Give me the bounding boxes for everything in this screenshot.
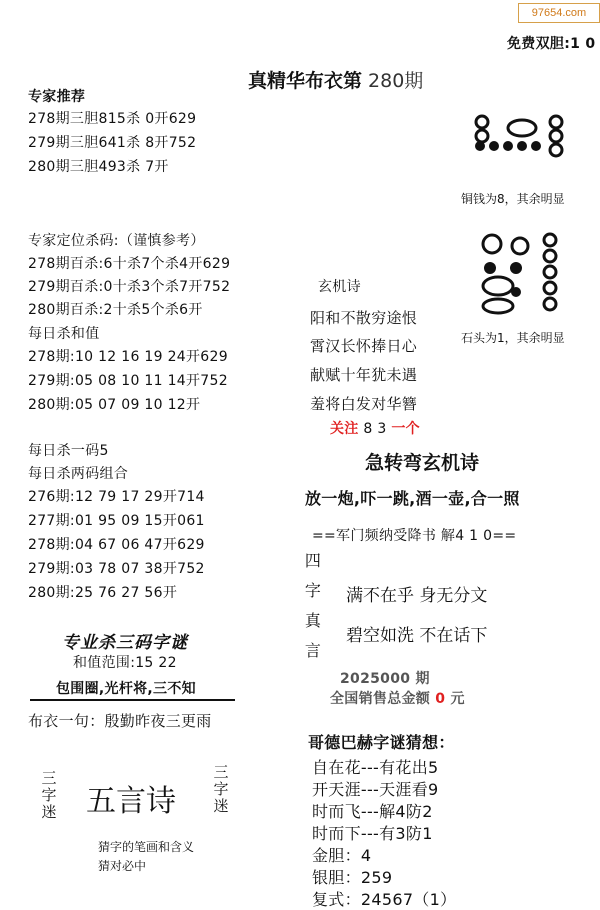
sales-issue: 2025000 期 [340, 671, 430, 687]
left-vertical-label: 三字迷 [41, 769, 57, 821]
turn-line: 放一炮,吓一跳,酒一壶,合一照 [305, 489, 520, 508]
daily-two-line: 280期:25 76 27 56开 [28, 585, 178, 601]
expert-line: 279期三胆641杀 8开752 [28, 135, 197, 151]
four-char-vertical: 四字真言 [304, 551, 322, 660]
poem-note: 猜字的笔画和含义 [98, 840, 195, 854]
daily-sum-line: 279期:05 08 10 11 14开752 [28, 373, 228, 389]
xuanji-focus [330, 418, 420, 438]
goldbach-line: 金胆：4 [312, 846, 372, 865]
sales-total [330, 688, 465, 708]
goldbach-line: 时而下---有3防1 [312, 824, 433, 843]
daily-two-line: 278期:04 67 06 47开629 [28, 537, 205, 553]
xuanji-line: 羞将白发对华簪 [310, 395, 418, 413]
focus-label: 关注 [330, 421, 359, 437]
page-title [248, 66, 423, 93]
focus-numbers: 8 3 [363, 421, 387, 437]
goldbach-line: 时而飞---解4防2 [312, 802, 433, 821]
sales-total-value: 0 [435, 691, 446, 707]
daily-sum-line: 278期:10 12 16 19 24开629 [28, 349, 228, 365]
position-kill-line: 278期百杀:6十杀7个杀4开629 [28, 256, 231, 272]
goldbach-heading: 哥德巴赫字谜猜想： [308, 733, 455, 752]
pro-riddle-phrase: 包围圈,光杆将,三不知 [56, 681, 196, 697]
expert-heading: 专家推荐 [28, 89, 86, 105]
sales-unit: 元 [450, 691, 465, 707]
daily-two-line: 276期:12 79 17 29开714 [28, 489, 205, 505]
four-char-line2: 碧空如洗 不在话下 [346, 626, 488, 646]
focus-tail: 一个 [391, 421, 420, 437]
poem-title: 五言诗 [86, 784, 176, 819]
puzzle1-caption: 铜钱为8，其余明显 [461, 192, 565, 206]
buyi-line: 布衣一句：殷勤昨夜三更雨 [28, 712, 212, 730]
position-kill-line: 280期百杀:2十杀5个杀6开 [28, 302, 203, 318]
daily-two-heading: 每日杀两码组合 [28, 466, 129, 482]
xuanji-line: 献赋十年犹未遇 [310, 366, 418, 384]
sales-total-label: 全国销售总金额 [330, 691, 431, 707]
four-char-line1: 满不在乎 身无分文 [346, 586, 488, 606]
title-main: 真精华布衣第 [248, 70, 363, 92]
goldbach-line: 银胆：259 [312, 868, 393, 887]
daily-two-line: 279期:03 78 07 38开752 [28, 561, 205, 577]
daily-two-line: 277期:01 95 09 15开061 [28, 513, 205, 529]
goldbach-line: 自在花---有花出5 [312, 758, 439, 777]
title-issue: 280期 [368, 70, 424, 92]
daily-sum-heading: 每日杀和值 [28, 326, 100, 342]
position-kill-line: 279期百杀:0十杀3个杀7开752 [28, 279, 231, 295]
xuanji-line: 霄汉长怀捧日心 [310, 337, 418, 355]
daily-kill-one: 每日杀一码5 [28, 443, 109, 459]
watermark: 97654.com [518, 3, 600, 23]
stone-rebus-image [472, 226, 572, 316]
position-kill-heading: 专家定位杀码:（谨慎参考） [28, 233, 205, 249]
pro-riddle-title: 专业杀三码字谜 [62, 633, 188, 653]
expert-line: 280期三胆493杀 7开 [28, 159, 169, 175]
goldbach-line: 复式：24567（1） [312, 890, 457, 909]
coin-rebus-image [470, 110, 570, 170]
poem-note: 猜对必中 [98, 859, 147, 873]
riddle-divider [30, 699, 235, 701]
expert-line: 278期三胆815杀 0开629 [28, 111, 197, 127]
puzzle2-caption: 石头为1，其余明显 [461, 331, 565, 345]
army-line: ==军门频纳受降书 解4 1 0== [312, 528, 517, 544]
pro-riddle-range: 和值范围:15 22 [73, 655, 177, 671]
right-vertical-label: 三字迷 [213, 763, 229, 815]
xuanji-heading: 玄机诗 [318, 279, 361, 295]
free-double-dan: 免费双胆:1 0 [507, 36, 596, 52]
turn-title: 急转弯玄机诗 [365, 452, 480, 474]
goldbach-line: 开天涯---天涯看9 [312, 780, 439, 799]
xuanji-line: 阳和不散穷途恨 [310, 309, 418, 327]
daily-sum-line: 280期:05 07 09 10 12开 [28, 397, 201, 413]
